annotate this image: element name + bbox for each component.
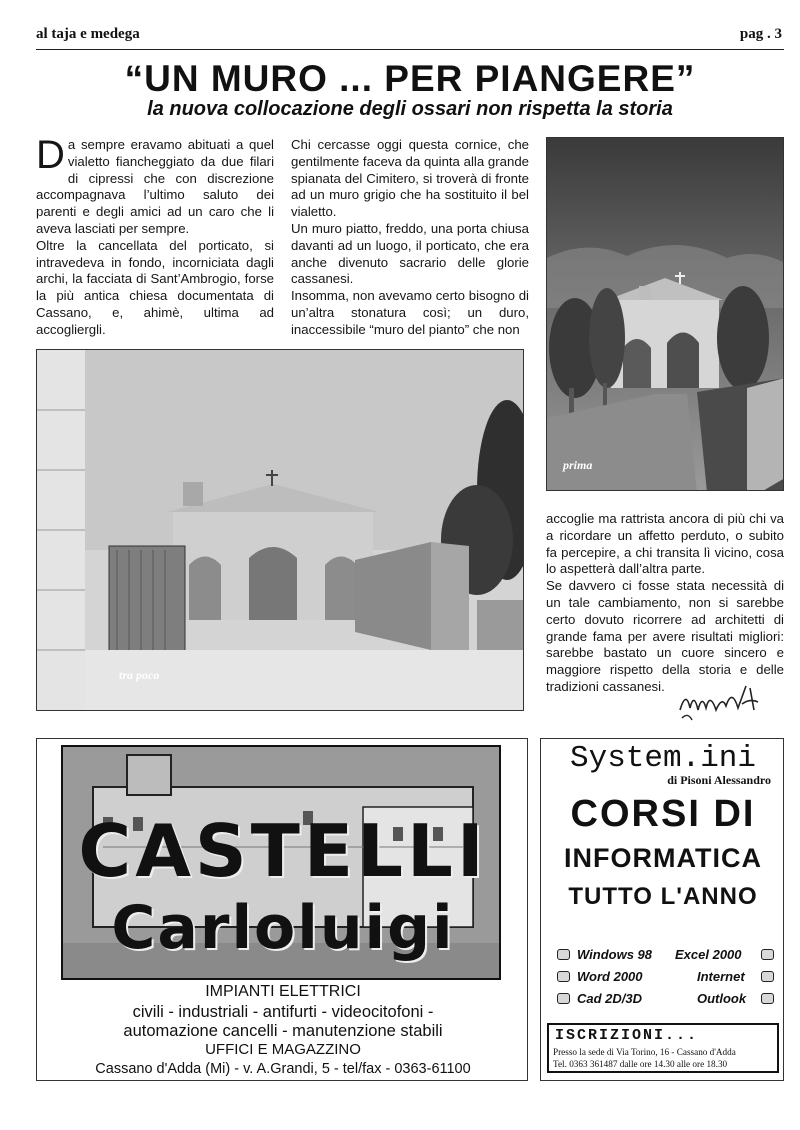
paragraph: Un muro piatto, freddo, una porta chiusa davanti ad un luogo, il porticato, che era anche divenuto sacrario delle glorie cassanesi. xyxy=(291,220,529,287)
course-bullet-icon xyxy=(557,971,570,982)
course-bullet-icon xyxy=(761,971,774,982)
drop-cap: D xyxy=(36,133,65,177)
systemini-name: System.ini xyxy=(569,741,757,776)
castelli-logo-word: CASTELLI xyxy=(78,809,488,893)
iscrizioni-hours: Tel. 0363 361487 dalle ore 14.30 alle ore 18.30 xyxy=(553,1059,728,1069)
systemini-headline-1: CORSI DI xyxy=(570,793,756,835)
paragraph: Oltre la cancellata del porticato, si intravedeva in fondo, incorniciata dagli archi, la facciata di Sant’Ambrogio, forse la più antica chiesa documentata di Cassano, e, ahimè, ultima ad accogliergli. xyxy=(36,237,274,337)
cemetery-after-image xyxy=(37,350,524,711)
paragraph: Chi cercasse oggi questa cornice, che gentilmente faceva da quinta alla grande spianata del Cimitero, si troverà di fronte ad un muro grigio che ha sostituito il bel vialetto. xyxy=(291,137,529,220)
castelli-address: Cassano d'Adda (Mi) - v. A.Grandi, 5 - tel/fax - 0363-61100 xyxy=(95,1061,471,1077)
paragraph xyxy=(36,133,274,238)
page-header xyxy=(36,24,784,50)
systemini-headline-2: INFORMATICA xyxy=(564,843,762,873)
castelli-services-line-1: civili - industriali - antifurti - videocitofoni - xyxy=(132,1003,434,1021)
article-column-1 xyxy=(36,133,274,339)
photo-after xyxy=(36,349,524,711)
systemini-owner: di Pisoni Alessandro xyxy=(667,773,771,787)
article-column-2 xyxy=(291,137,529,339)
course-bullet-icon xyxy=(761,993,774,1004)
photo-before-caption: prima xyxy=(563,458,593,472)
course-bullet-icon xyxy=(557,949,570,960)
castelli-offices: UFFICI E MAGAZZINO xyxy=(205,1041,361,1058)
course-item: Outlook xyxy=(697,991,747,1006)
iscrizioni-box xyxy=(547,1023,779,1073)
paragraph-text: a sempre eravamo abituati a quel vialetto fiancheggiato da due filari di cipressi che con discrezione accompagnava l’ultimo saluto dei parenti e degli amici ad un caro che li aveva lasciati per sempre. xyxy=(36,137,274,236)
course-bullet-icon xyxy=(761,949,774,960)
course-item: Internet xyxy=(697,969,745,984)
article-column-3 xyxy=(546,511,784,696)
castelli-services-line-2: automazione cancelli - manutenzione stabili xyxy=(123,1022,443,1040)
magazine-name: al taja e medega xyxy=(36,26,140,42)
systemini-headline-3: TUTTO L'ANNO xyxy=(568,883,758,910)
ad-systemini xyxy=(540,738,784,1081)
paragraph: accoglie ma rattrista ancora di più chi va a ricordare un affetto perduto, o subito fa percepire, a chi transita lì vicino, cosa lo aspetterà dall’altra parte. xyxy=(546,511,784,577)
photo-after-caption: tra poco xyxy=(119,668,160,682)
article-subtitle: la nuova collocazione degli ossari non rispetta la storia xyxy=(147,98,673,120)
course-item: Excel 2000 xyxy=(675,947,742,962)
course-item: Cad 2D/3D xyxy=(577,991,643,1006)
photo-before xyxy=(546,137,784,491)
article-title: “UN MURO ... PER PIANGERE” xyxy=(124,58,696,99)
castelli-logo-name: Carloluigi xyxy=(111,893,455,963)
cemetery-before-image xyxy=(547,138,784,491)
course-item: Word 2000 xyxy=(577,969,643,984)
castelli-services-title: IMPIANTI ELETTRICI xyxy=(205,983,361,1000)
course-item: Windows 98 xyxy=(577,947,653,962)
ad-castelli xyxy=(36,738,528,1081)
page-number: pag . 3 xyxy=(739,26,782,42)
paragraph: Insomma, non avevamo certo bisogno di un’altra stonatura così; un duro, inaccessibile “muro del pianto” che non xyxy=(291,288,529,337)
iscrizioni-address: Presso la sede di Via Torino, 16 - Cassano d'Adda xyxy=(553,1047,736,1057)
author-signature xyxy=(676,680,766,724)
paragraph: Se davvero ci fosse stata necessità di un tale cambiamento, non si sarebbe certo dovuto ricorrere ad architetti di grande fama per avere risultati migliori: sarebbe bastato un cuore sincero e maggiore rispetto della storia e delle tradizioni cassanesi. xyxy=(546,578,784,694)
iscrizioni-title: ISCRIZIONI... xyxy=(555,1027,699,1044)
castelli-logo xyxy=(61,745,501,980)
course-bullet-icon xyxy=(557,993,570,1004)
